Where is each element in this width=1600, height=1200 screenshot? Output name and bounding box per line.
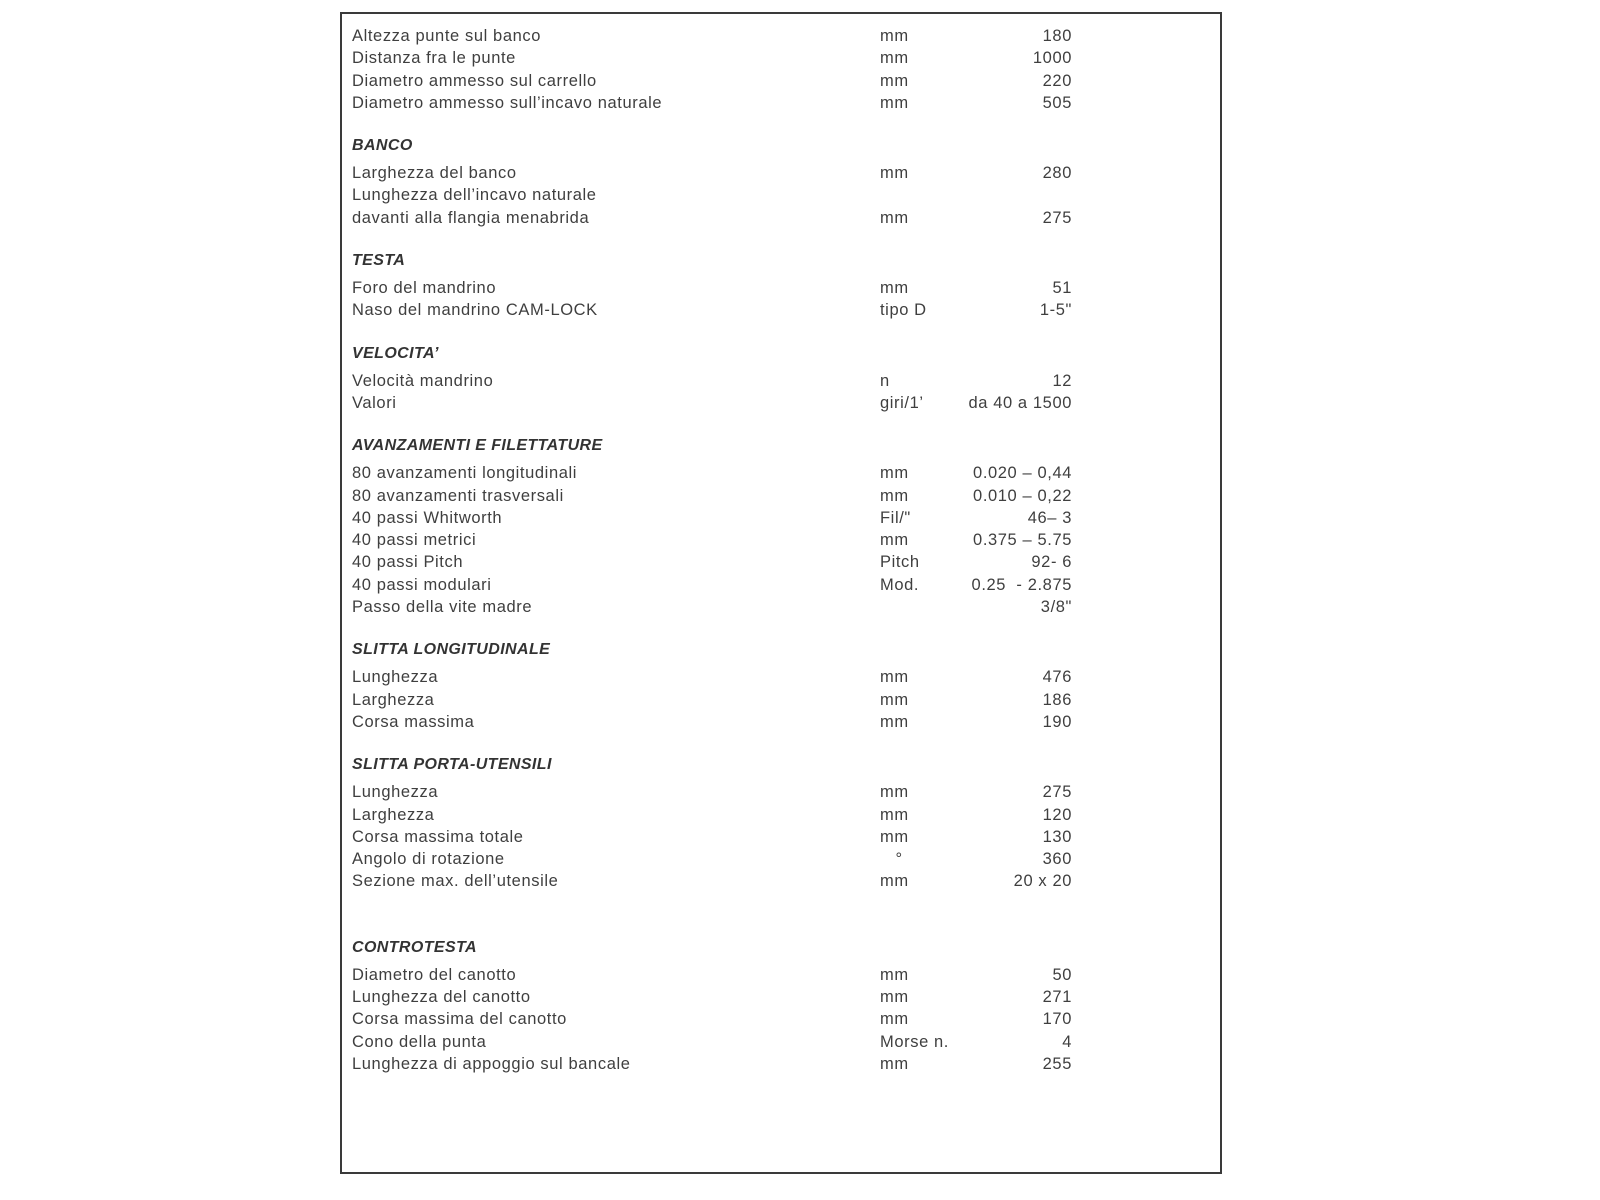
spec-row xyxy=(352,986,1220,1008)
section-title: SLITTA PORTA-UTENSILI xyxy=(352,756,552,774)
spec-label: davanti alla flangia menabrida xyxy=(352,208,590,227)
spec-label: Angolo di rotazione xyxy=(352,850,505,869)
spec-unit: mm xyxy=(880,279,909,298)
spec-value: 271 xyxy=(1042,988,1072,1007)
spec-row xyxy=(352,964,1220,986)
spec-value: 130 xyxy=(1042,827,1072,846)
spec-row xyxy=(352,781,1220,803)
spec-value: 92- 6 xyxy=(1031,553,1072,572)
spec-value: 0.25 - 2.875 xyxy=(971,575,1072,594)
spec-value: da 40 a 1500 xyxy=(968,393,1072,412)
spec-value: 275 xyxy=(1042,208,1072,227)
spec-label: 40 passi Whitworth xyxy=(352,508,503,527)
section-rows xyxy=(352,666,1220,733)
spec-unit: mm xyxy=(880,988,909,1007)
spec-unit: mm xyxy=(880,208,909,227)
spec-value: 1000 xyxy=(1032,49,1072,68)
spec-unit: mm xyxy=(880,872,909,891)
section-rows xyxy=(352,370,1220,415)
spec-unit: mm xyxy=(880,531,909,550)
spec-label: Lunghezza del canotto xyxy=(352,988,531,1007)
spec-value: 12 xyxy=(1052,371,1072,390)
spec-label: Lunghezza xyxy=(352,783,439,802)
spec-unit xyxy=(880,596,950,618)
spec-unit: Fil/" xyxy=(880,508,911,527)
spec-section xyxy=(352,135,1220,229)
spec-unit: mm xyxy=(880,965,909,984)
spec-section xyxy=(352,250,1220,322)
spec-label: Corsa massima del canotto xyxy=(352,1010,567,1029)
spec-label: 80 avanzamenti trasversali xyxy=(352,486,564,505)
spec-row xyxy=(352,25,1220,47)
spec-unit: mm xyxy=(880,668,909,687)
spec-unit: mm xyxy=(880,49,909,68)
spec-value: 46– 3 xyxy=(1027,508,1072,527)
spec-row xyxy=(352,1008,1220,1030)
spec-row xyxy=(352,392,1220,414)
spec-row xyxy=(352,574,1220,596)
spec-label: Corsa massima xyxy=(352,712,475,731)
section-rows xyxy=(352,277,1220,322)
spec-section xyxy=(352,343,1220,415)
section-rows xyxy=(352,964,1220,1075)
section-title: VELOCITA’ xyxy=(352,344,439,362)
spec-value: 476 xyxy=(1042,668,1072,687)
spec-row xyxy=(352,70,1220,92)
section-title: SLITTA LONGITUDINALE xyxy=(352,641,551,659)
spec-row xyxy=(352,666,1220,688)
spec-unit: mm xyxy=(880,827,909,846)
spec-value: 0.375 – 5.75 xyxy=(973,531,1072,550)
spec-unit: mm xyxy=(880,486,909,505)
spec-unit: ° xyxy=(880,850,903,869)
spec-label: Cono della punta xyxy=(352,1032,487,1051)
spec-value: 280 xyxy=(1042,164,1072,183)
spec-label: Larghezza xyxy=(352,690,435,709)
spec-unit xyxy=(880,184,950,206)
spec-label: Larghezza del banco xyxy=(352,164,517,183)
spec-row xyxy=(352,462,1220,484)
spec-value: 170 xyxy=(1042,1010,1072,1029)
spec-row xyxy=(352,551,1220,573)
spec-unit: mm xyxy=(880,783,909,802)
spec-unit: Pitch xyxy=(880,553,920,572)
spec-row xyxy=(352,207,1220,229)
section-rows xyxy=(352,462,1220,618)
spec-unit: Morse n. xyxy=(880,1032,949,1051)
spec-value xyxy=(950,184,1072,206)
spec-label: Diametro del canotto xyxy=(352,965,517,984)
spec-value: 220 xyxy=(1042,71,1072,90)
spec-label: 40 passi modulari xyxy=(352,575,492,594)
spec-label: Passo della vite madre xyxy=(352,598,533,617)
spec-row xyxy=(352,485,1220,507)
spec-unit: mm xyxy=(880,805,909,824)
spec-section xyxy=(352,754,1220,892)
spec-label: 40 passi metrici xyxy=(352,531,477,550)
spec-value: 255 xyxy=(1042,1054,1072,1073)
spec-unit: mm xyxy=(880,690,909,709)
spec-label: Valori xyxy=(352,393,397,412)
spec-section xyxy=(352,639,1220,733)
spec-unit: mm xyxy=(880,164,909,183)
spec-row xyxy=(352,826,1220,848)
spec-unit: mm xyxy=(880,27,909,45)
section-title: AVANZAMENTI E FILETTATURE xyxy=(352,437,603,455)
spec-label: Velocità mandrino xyxy=(352,371,494,390)
spec-row xyxy=(352,804,1220,826)
spec-unit: tipo D xyxy=(880,301,927,320)
spec-label: Naso del mandrino CAM-LOCK xyxy=(352,301,598,320)
spec-value: 275 xyxy=(1042,783,1072,802)
spec-value: 120 xyxy=(1042,805,1072,824)
spec-unit: Mod. xyxy=(880,575,920,594)
section-title: CONTROTESTA xyxy=(352,938,477,956)
spec-value: 0.010 – 0,22 xyxy=(973,486,1072,505)
section-title: TESTA xyxy=(352,252,406,270)
spec-row xyxy=(352,1031,1220,1053)
spec-value: 180 xyxy=(1042,27,1072,45)
spec-row xyxy=(352,1053,1220,1075)
spec-label: Distanza fra le punte xyxy=(352,49,516,68)
spec-label: Altezza punte sul banco xyxy=(352,27,541,45)
spec-section xyxy=(352,937,1220,1075)
spec-unit: mm xyxy=(880,464,909,483)
spec-unit: n xyxy=(880,371,890,390)
spec-row xyxy=(352,870,1220,892)
spec-value: 505 xyxy=(1042,93,1072,112)
spec-row xyxy=(352,162,1220,184)
spec-row xyxy=(352,370,1220,392)
spec-section xyxy=(352,25,1220,114)
spec-value: 50 xyxy=(1052,965,1072,984)
spec-value: 20 x 20 xyxy=(1013,872,1072,891)
spec-sheet-frame xyxy=(340,12,1222,1174)
spec-value: 4 xyxy=(1062,1032,1072,1051)
spec-label: Sezione max. dell’utensile xyxy=(352,872,559,891)
spec-value: 3/8" xyxy=(1040,598,1072,617)
spec-row xyxy=(352,711,1220,733)
spec-label: 80 avanzamenti longitudinali xyxy=(352,464,578,483)
spec-row xyxy=(352,184,1220,206)
spec-section xyxy=(352,435,1220,618)
spec-label: 40 passi Pitch xyxy=(352,553,464,572)
spec-unit: giri/1’ xyxy=(880,393,924,412)
spec-label: Lunghezza dell’incavo naturale xyxy=(352,186,597,205)
spec-unit: mm xyxy=(880,93,909,112)
spec-sections xyxy=(352,25,1220,1075)
spec-value: 190 xyxy=(1042,712,1072,731)
spec-label: Corsa massima totale xyxy=(352,827,524,846)
spec-value: 186 xyxy=(1042,690,1072,709)
section-title: BANCO xyxy=(352,137,413,155)
spec-row xyxy=(352,277,1220,299)
spec-unit: mm xyxy=(880,71,909,90)
spec-row xyxy=(352,848,1220,870)
spec-label: Foro del mandrino xyxy=(352,279,497,298)
spec-label: Lunghezza di appoggio sul bancale xyxy=(352,1054,631,1073)
spec-label: Diametro ammesso sul carrello xyxy=(352,71,597,90)
spec-unit: mm xyxy=(880,1054,909,1073)
spec-unit: mm xyxy=(880,712,909,731)
spec-label: Larghezza xyxy=(352,805,435,824)
spec-row xyxy=(352,47,1220,69)
section-rows xyxy=(352,781,1220,892)
section-rows xyxy=(352,162,1220,229)
section-rows xyxy=(352,25,1220,114)
spec-row xyxy=(352,92,1220,114)
spec-value: 360 xyxy=(1042,850,1072,869)
spec-row xyxy=(352,507,1220,529)
spec-row xyxy=(352,596,1220,618)
spec-value: 51 xyxy=(1052,279,1072,298)
spec-label: Lunghezza xyxy=(352,668,439,687)
spec-unit: mm xyxy=(880,1010,909,1029)
spec-label: Diametro ammesso sull’incavo naturale xyxy=(352,93,663,112)
spec-value: 0.020 – 0,44 xyxy=(973,464,1072,483)
spec-row xyxy=(352,689,1220,711)
spec-value: 1-5" xyxy=(1039,301,1072,320)
spec-row xyxy=(352,299,1220,321)
spec-row xyxy=(352,529,1220,551)
